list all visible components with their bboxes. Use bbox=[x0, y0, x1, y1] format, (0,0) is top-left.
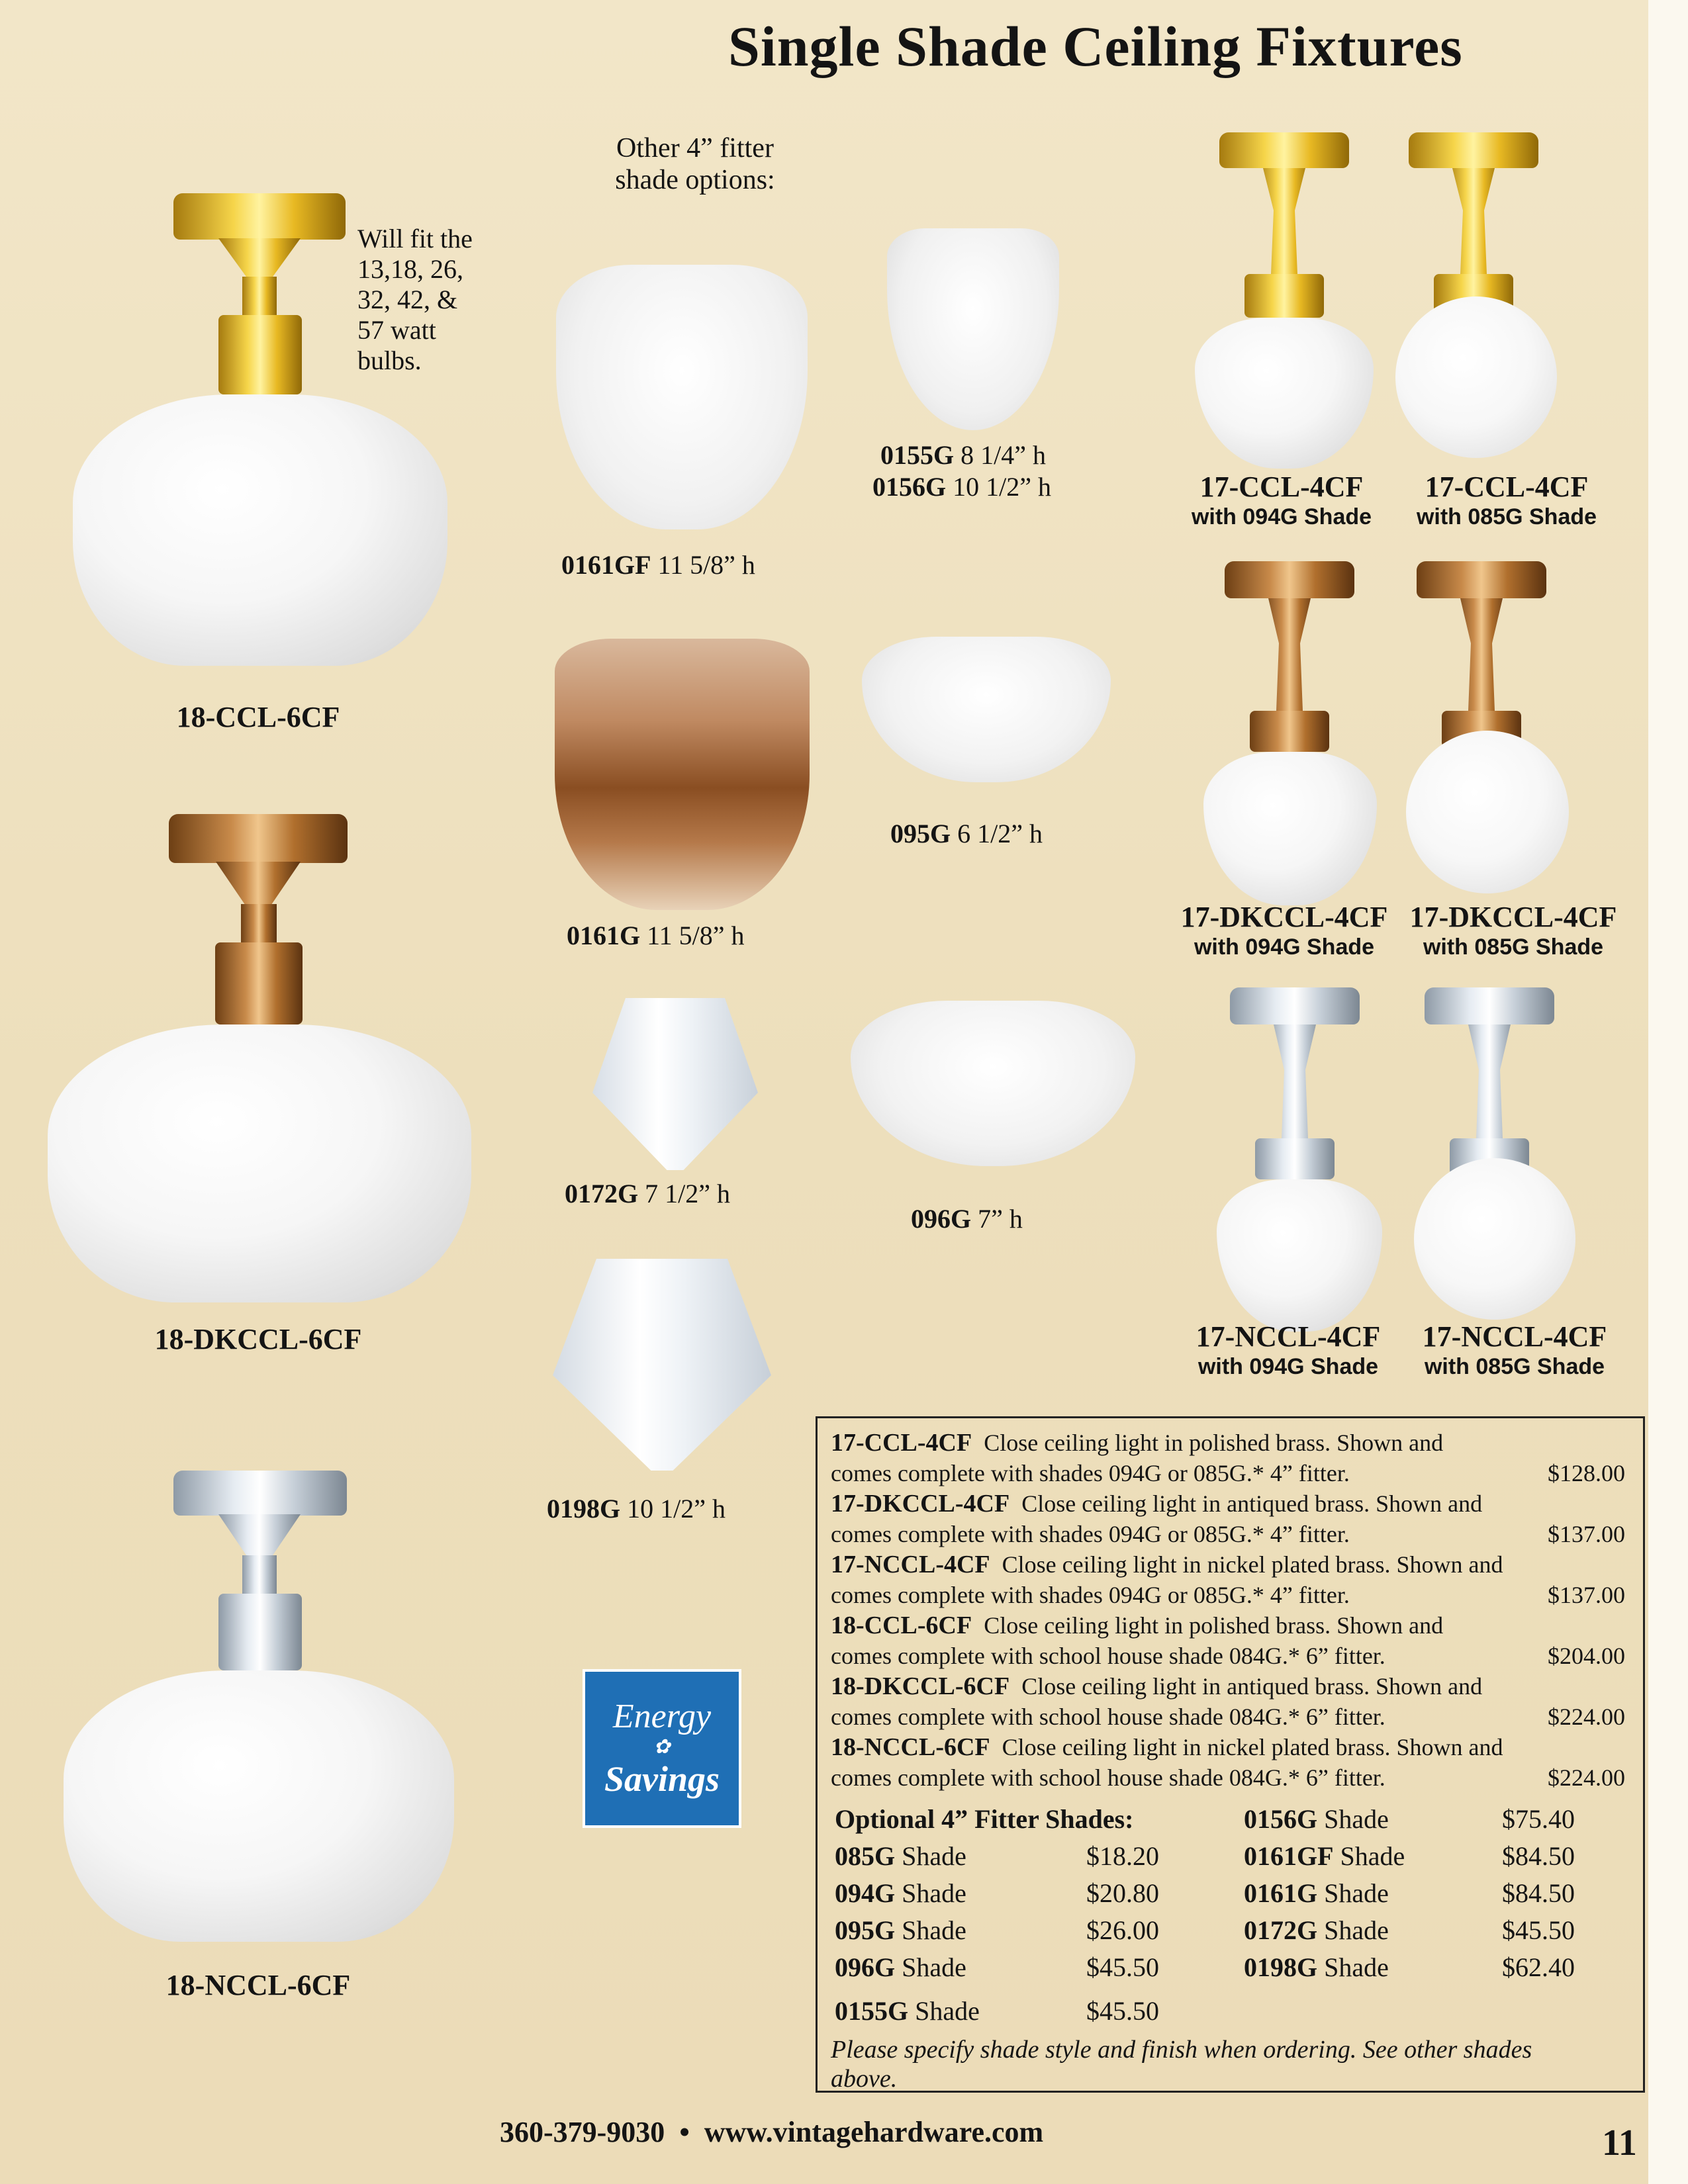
fitter-cup bbox=[1244, 274, 1324, 318]
fitter-cup bbox=[218, 1594, 302, 1670]
canopy-brass bbox=[1409, 132, 1538, 168]
price: $128.00 bbox=[1548, 1460, 1625, 1486]
canopy-brass bbox=[1219, 132, 1349, 168]
canopy-brass bbox=[173, 193, 346, 240]
price: $204.00 bbox=[1548, 1643, 1625, 1669]
shade-label-095g: 095G 6 1/2” h bbox=[890, 819, 1043, 848]
stem-neck bbox=[242, 1555, 277, 1595]
ordering-footnote: Please specify shade style and finish when ordering. See other shades above. bbox=[831, 2036, 1532, 2093]
footer-bullet: • bbox=[679, 2116, 690, 2148]
optional-shade-row: 0161GF Shade $84.50 bbox=[1244, 1841, 1575, 1871]
globe-085g bbox=[1406, 731, 1569, 893]
flower-icon: ✿ bbox=[653, 1736, 671, 1758]
optional-shade-row: 0161G Shade $84.50 bbox=[1244, 1878, 1575, 1908]
canopy-antique bbox=[1225, 561, 1354, 598]
fixture-label: 17-CCL-4CF with 085G Shade bbox=[1416, 471, 1597, 529]
globe-085g bbox=[1395, 296, 1557, 458]
school-house-shade bbox=[48, 1024, 471, 1302]
canopy-nickel bbox=[1230, 987, 1360, 1024]
description-line: comes complete with school house shade 084G.* 6” fitter. $224.00 bbox=[831, 1762, 1625, 1793]
description-line: comes complete with shades 094G or 085G.* 4” fitter. $137.00 bbox=[831, 1580, 1625, 1610]
description-line: 17-DKCCL-4CF Close ceiling light in antiqued brass. Shown and bbox=[831, 1490, 1483, 1518]
optional-shade-row: 085G Shade $18.20 bbox=[835, 1841, 1159, 1871]
canopy-nickel bbox=[173, 1471, 347, 1516]
optional-shades-left: Optional 4” Fitter Shades: 085G Shade $18.20 094G Shade $20.80 095G Shade $26.00 096G Shade $45.50 bbox=[835, 1801, 1205, 1986]
fixture-label: 18-DKCCL-6CF bbox=[154, 1323, 362, 1355]
school-house-shade bbox=[73, 394, 447, 666]
fitter-cup bbox=[215, 942, 303, 1024]
fixture-label: 18-CCL-6CF bbox=[176, 701, 340, 733]
canopy-antique bbox=[169, 814, 348, 863]
description-line: comes complete with shades 094G or 085G.* 4” fitter. $128.00 bbox=[831, 1458, 1625, 1488]
optional-shades-right bbox=[1244, 1801, 1615, 1986]
optional-shade-row: 0155G Shade $45.50 bbox=[835, 1996, 1159, 2026]
optional-shades-table bbox=[831, 1801, 1625, 1993]
shade-0161g bbox=[555, 639, 810, 910]
bulb-fit-note: Will fit the 13,18, 26, 32, 42, & 57 watt bulbs. bbox=[357, 224, 473, 375]
fixture-label: 18-NCCL-6CF bbox=[165, 1969, 351, 2001]
price: $224.00 bbox=[1548, 1764, 1625, 1791]
school-house-shade bbox=[64, 1670, 454, 1942]
stem-neck bbox=[242, 277, 277, 316]
optional-shade-row: 0156G Shade $75.40 bbox=[1244, 1804, 1575, 1834]
phone-number: 360-379-9030 bbox=[500, 2116, 665, 2148]
shade-label-0161gf: 0161GF 11 5/8” h bbox=[561, 550, 755, 580]
page-edge bbox=[1648, 0, 1688, 2184]
optional-shade-row: 0198G Shade $62.40 bbox=[1244, 1952, 1575, 1982]
optional-shade-row: 095G Shade $26.00 bbox=[835, 1915, 1159, 1945]
optional-shade-row: 094G Shade $20.80 bbox=[835, 1878, 1159, 1908]
optional-shade-row: 096G Shade $45.50 bbox=[835, 1952, 1159, 1982]
fitter-cup bbox=[1250, 711, 1329, 752]
shade-label-0155g: 0155G 8 1/4” h bbox=[880, 440, 1046, 470]
globe-085g bbox=[1414, 1158, 1575, 1320]
fixture-label: 17-DKCCL-4CF with 094G Shade bbox=[1180, 901, 1388, 960]
description-line: 18-NCCL-6CF Close ceiling light in nickel plated brass. Shown and bbox=[831, 1733, 1503, 1761]
description-line: 17-NCCL-4CF Close ceiling light in nickel plated brass. Shown and bbox=[831, 1551, 1503, 1578]
optional-shade-row: 0172G Shade $45.50 bbox=[1244, 1915, 1575, 1945]
fixture-label: 17-NCCL-4CF with 085G Shade bbox=[1422, 1320, 1607, 1379]
shade-label-096g: 096G 7” h bbox=[911, 1204, 1023, 1234]
description-line: 17-CCL-4CF Close ceiling light in polished brass. Shown and bbox=[831, 1429, 1444, 1457]
description-line: 18-DKCCL-6CF Close ceiling light in antiqued brass. Shown and bbox=[831, 1672, 1483, 1700]
price: $137.00 bbox=[1548, 1582, 1625, 1608]
fitter-cup bbox=[218, 315, 302, 394]
page-number: 11 bbox=[1602, 2122, 1637, 2163]
fixture-label: 17-CCL-4CF with 094G Shade bbox=[1191, 471, 1372, 529]
fixture-label: 17-DKCCL-4CF with 085G Shade bbox=[1409, 901, 1617, 960]
shade-label-0198g: 0198G 10 1/2” h bbox=[547, 1494, 726, 1524]
shade-0161gf bbox=[556, 265, 808, 529]
stem-neck bbox=[241, 904, 277, 944]
price: $224.00 bbox=[1548, 1704, 1625, 1730]
page-footer bbox=[500, 2115, 1043, 2149]
fixture-label: 17-NCCL-4CF with 094G Shade bbox=[1196, 1320, 1381, 1379]
shade-label-0172g: 0172G 7 1/2” h bbox=[565, 1179, 730, 1208]
website-link[interactable]: www.vintagehardware.com bbox=[704, 2116, 1044, 2148]
pricing-box-content bbox=[831, 1428, 1625, 2093]
shade-label-0156g: 0156G 10 1/2” h bbox=[872, 472, 1051, 502]
description-line: comes complete with shades 094G or 085G.* 4” fitter. $137.00 bbox=[831, 1519, 1625, 1549]
canopy-nickel bbox=[1425, 987, 1554, 1024]
energy-savings-badge: Energy ✿ Savings bbox=[583, 1669, 741, 1828]
description-line: comes complete with school house shade 084G.* 6” fitter. $224.00 bbox=[831, 1702, 1625, 1732]
fitter-cup bbox=[1255, 1138, 1335, 1179]
other-shades-heading: Other 4” fitter shade options: bbox=[615, 133, 775, 195]
description-line: 18-CCL-6CF Close ceiling light in polished brass. Shown and bbox=[831, 1612, 1444, 1639]
shade-label-0161g: 0161G 11 5/8” h bbox=[567, 921, 745, 950]
page-title: Single Shade Ceiling Fixtures bbox=[728, 15, 1463, 78]
price: $137.00 bbox=[1548, 1521, 1625, 1547]
canopy-antique bbox=[1417, 561, 1546, 598]
description-line: comes complete with school house shade 084G.* 6” fitter. $204.00 bbox=[831, 1641, 1625, 1671]
pricing-box bbox=[816, 1416, 1645, 2093]
